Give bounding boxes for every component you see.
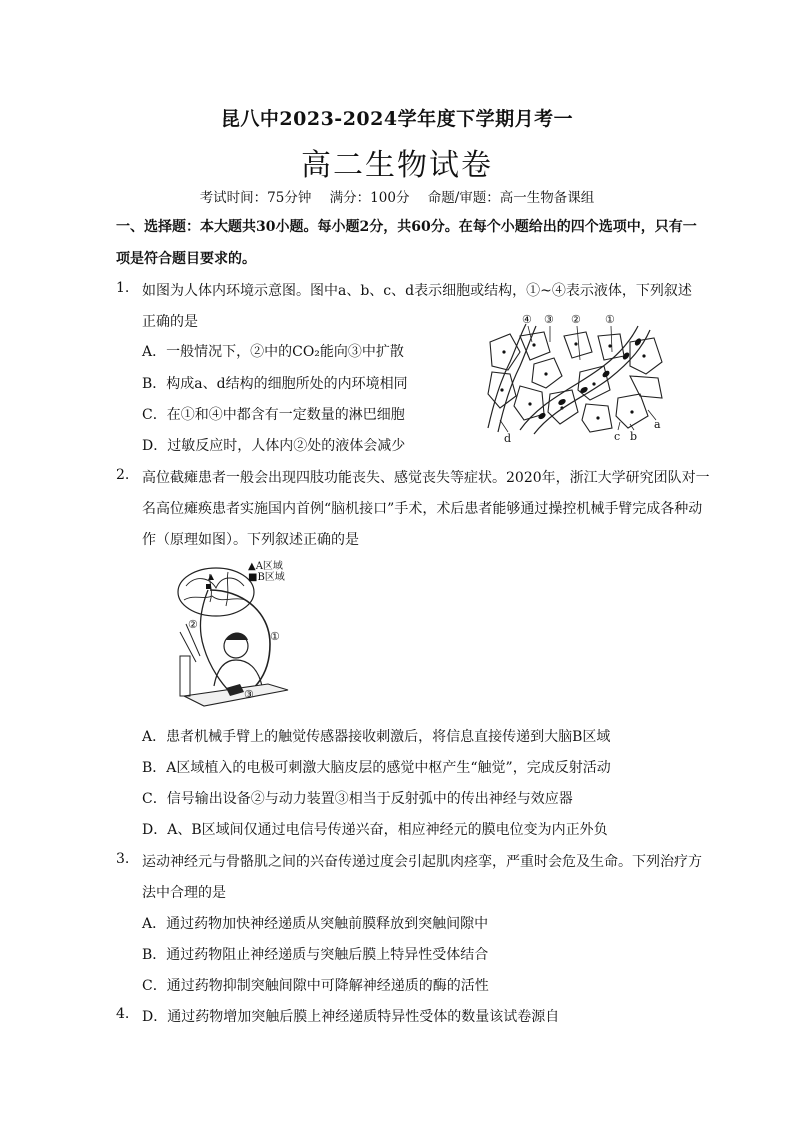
q2-stem-line3: 作（原理如图）。下列叙述正确的是	[142, 532, 359, 548]
q1-option-a: A．一般情况下，②中的CO₂能向③中扩散	[142, 344, 404, 360]
section-heading-line1: 一、选择题：本大题共30小题。每小题2分，共60分。在每个小题给出的四个选项中，只有一	[116, 219, 697, 235]
q1-stem-line2: 正确的是	[142, 314, 198, 330]
internal-environment-figure	[480, 312, 670, 444]
fig2-legend-b: ■B区域	[248, 572, 285, 583]
q3-number: 3.	[116, 851, 130, 867]
full-score: 满分：100分	[329, 190, 410, 206]
q4-line: D．通过药物增加突触后膜上神经递质特异性受体的数量该试卷源自	[142, 1009, 560, 1025]
q2-option-c: C．信号输出设备②与动力装置③相当于反射弧中的传出神经与效应器	[142, 791, 573, 807]
section-heading-line2: 项是符合题目要求的。	[116, 251, 256, 267]
q1-option-c: C．在①和④中都含有一定数量的淋巴细胞	[142, 407, 405, 423]
q3-option-b: B．通过药物阻止神经递质与突触后膜上特异性受体结合	[142, 947, 489, 963]
q2-option-a: A．患者机械手臂上的触觉传感器接收刺激后，将信息直接传递到大脑B区域	[142, 729, 611, 745]
fig1-label-1: ①	[605, 313, 615, 326]
q2-option-d: D．A、B区域间仅通过电信号传递兴奋，相应神经元的膜电位变为内正外负	[142, 822, 608, 838]
fig1-label-4: ④	[522, 313, 532, 326]
author: 命题/审题：高一生物备课组	[427, 190, 595, 206]
fig1-label-d: d	[504, 432, 512, 444]
fig2-label-2: ②	[188, 618, 198, 631]
fig1-label-b: b	[630, 430, 638, 443]
fig1-label-c: c	[614, 430, 621, 443]
fig2-label-1: ①	[270, 630, 280, 643]
q3-option-a: A．通过药物加快神经递质从突触前膜释放到突触间隙中	[142, 916, 489, 932]
exam-time: 考试时间：75分钟	[199, 190, 312, 206]
fig2-legend-a: ▲A区域	[248, 561, 283, 572]
q2-number: 2.	[116, 467, 130, 483]
fig1-label-3: ③	[544, 313, 554, 326]
q2-stem-line2: 名高位瘫痪患者实施国内首例“脑机接口”手术，术后患者能够通过操控机械手臂完成各种动	[142, 501, 703, 517]
fig1-label-a: a	[654, 418, 661, 431]
paper-title: 高二生物试卷	[301, 148, 493, 183]
brain-machine-interface-figure	[170, 560, 300, 710]
q2-stem-line1: 高位截瘫患者一般会出现四肢功能丧失、感觉丧失等症状。2020年，浙江大学研究团队对一	[142, 470, 710, 486]
q3-option-c: C．通过药物抑制突触间隙中可降解神经递质的酶的活性	[142, 978, 489, 994]
school-title: 昆八中2023-2024学年度下学期月考一	[220, 108, 574, 130]
q1-number: 1.	[116, 280, 130, 296]
q1-stem-line1: 如图为人体内环境示意图。图中a、b、c、d表示细胞或结构，①~④表示液体，下列叙述	[142, 283, 692, 299]
section-heading	[116, 211, 702, 275]
q1-option-b: B．构成a、d结构的细胞所处的内环境相同	[142, 376, 408, 392]
q3-stem-line2: 法中合理的是	[142, 885, 226, 901]
fig2-label-3: ③	[244, 688, 254, 701]
q1-option-d: D．过敏反应时，人体内②处的液体会减少	[142, 438, 406, 454]
q4-number: 4.	[116, 1006, 130, 1022]
fig1-label-2: ②	[571, 313, 581, 326]
q3-stem-line1: 运动神经元与骨骼肌之间的兴奋传递过度会引起肌肉痉挛，严重时会危及生命。下列治疗方	[142, 854, 702, 870]
exam-meta	[0, 186, 794, 206]
q2-option-b: B．A区域植入的电极可刺激大脑皮层的感觉中枢产生“触觉”，完成反射活动	[142, 760, 611, 776]
